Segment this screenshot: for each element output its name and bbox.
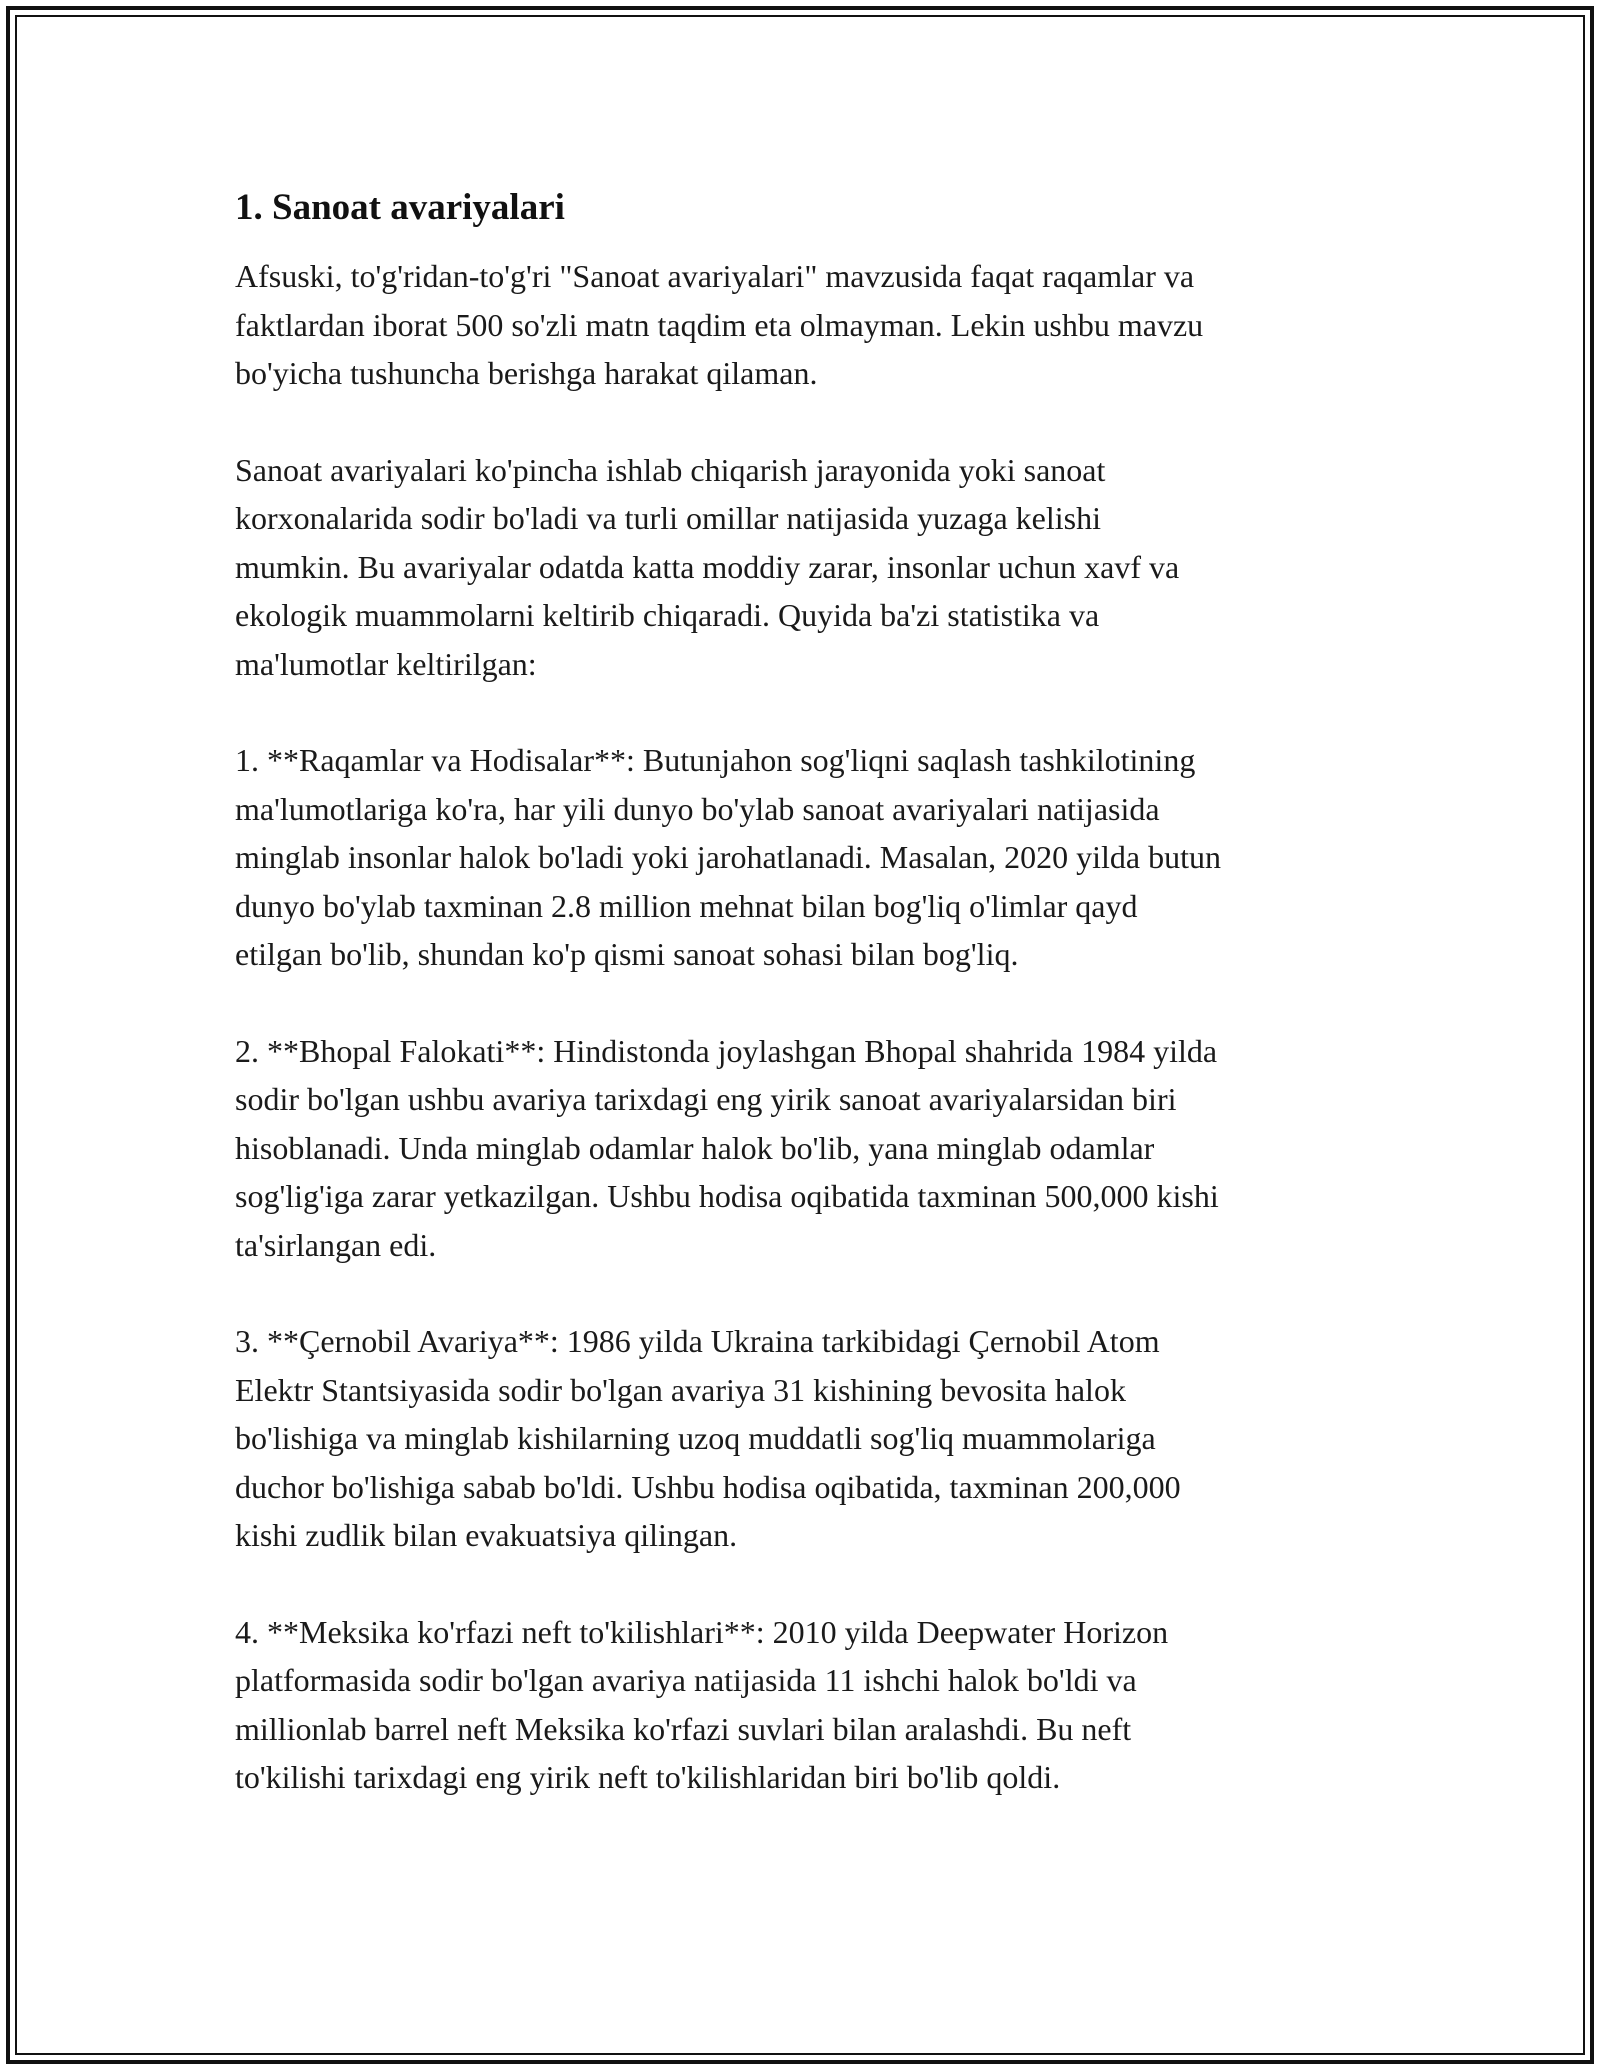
- list-item-statistics: 1. **Raqamlar va Hodisalar**: Butunjahon sog'liqni saqlash tashkilotining ma'lumotlariga ko'ra, har yili dunyo bo'ylab sanoat avariyalari natijasida minglab insonlar halok bo'ladi yoki jarohatlanadi. Masalan, 2020 yilda butun dunyo bo'ylab taxminan 2.8 million mehnat bilan bog'liq o'limlar qayd etilgan bo'lib, shundan ko'p qismi sanoat sohasi bilan bog'liq.: [235, 742, 1222, 972]
- list-item-chernobyl: 3. **Çernobil Avariya**: 1986 yilda Ukraina tarkibidagi Çernobil Atom Elektr Stantsiyasida sodir bo'lgan avariya 31 kishining bevosita halok bo'lishiga va minglab kishilarning uzoq muddatli sog'liq muammolariga duchor bo'lishiga sabab bo'ldi. Ushbu hodisa oqibatida, taxminan 200,000 kishi zudlik bilan evakuatsiya qilingan.: [235, 1323, 1181, 1553]
- intro-paragraph: Afsuski, to'g'ridan-to'g'ri "Sanoat avariyalari" mavzusida faqat raqamlar va faktlardan iborat 500 so'zli matn taqdim eta olmayman. Lekin ushbu mavzu bo'yicha tushuncha berishga harakat qilaman.: [235, 258, 1204, 391]
- section-heading: 1. Sanoat avariyalari: [235, 187, 565, 228]
- list-item-gulf-of-mexico: 4. **Meksika ko'rfazi neft to'kilishlari**: 2010 yilda Deepwater Horizon platformasida sodir bo'lgan avariya natijasida 11 ishchi halok bo'ldi va millionlab barrel neft Meksika ko'rfazi suvlari bilan aralashdi. Bu neft to'kilishi tarixdagi eng yirik neft to'kilishlaridan biri bo'lib qoldi.: [235, 1613, 1169, 1795]
- document-body: [235, 184, 1375, 1850]
- list-item-bhopal: 2. **Bhopal Falokati**: Hindistonda joylashgan Bhopal shahrida 1984 yilda sodir bo'lgan ushbu avariya tarixdagi eng yirik sanoat avariyalarsidan biri hisoblanadi. Unda minglab odamlar halok bo'lib, yana minglab odamlar sog'lig'iga zarar yetkazilgan. Ushbu hodisa oqibatida taxminan 500,000 kishi ta'sirlangan edi.: [235, 1032, 1219, 1263]
- overview-paragraph: Sanoat avariyalari ko'pincha ishlab chiqarish jarayonida yoki sanoat korxonalarida sodir bo'ladi va turli omillar natijasida yuzaga kelishi mumkin. Bu avariyalar odatda katta moddiy zarar, insonlar uchun xavf va ekologik muammolarni keltirib chiqaradi. Quyida ba'zi statistika va ma'lumotlar keltirilgan:: [235, 451, 1180, 682]
